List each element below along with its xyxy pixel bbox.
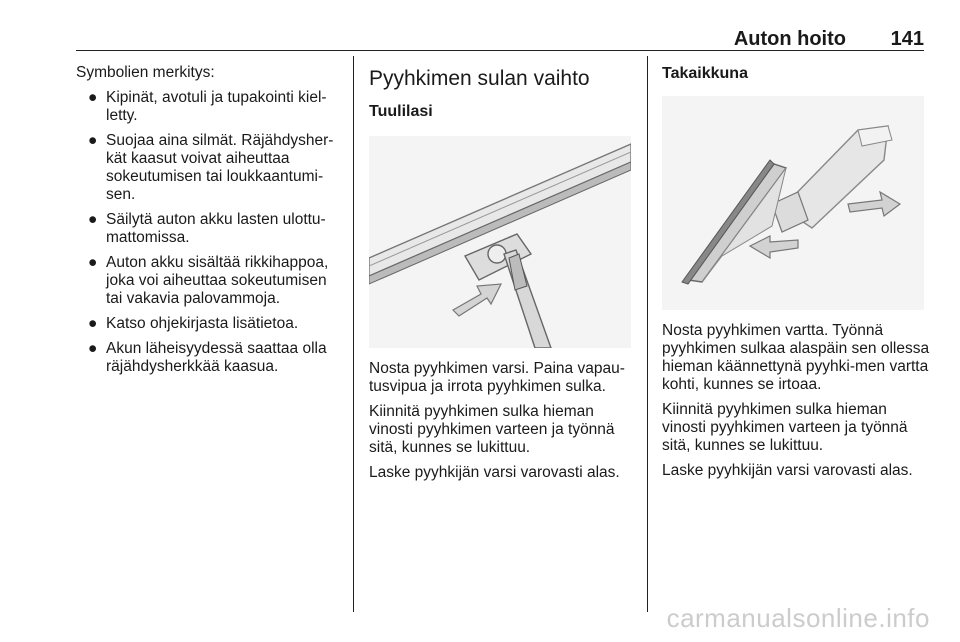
windscreen-subheading: Tuulilasi [369,103,433,120]
list-item-text: Katso ohjekirjasta lisätietoa. [106,315,299,332]
windscreen-step-2: Kiinnitä pyyhkimen sulka hieman vinosti pyyhkimen varteen ja työnnä sitä, kunnes se lukittuu. [369,403,615,456]
watermark: carmanualsonline.info [666,603,930,633]
list-item [76,89,344,125]
rear-wiper-illustration [662,96,924,310]
list-item [76,340,344,376]
bullet-icon: ● [88,315,98,332]
list-item [76,132,344,204]
list-item [76,211,344,247]
windscreen-step-3: Laske pyyhkijän varsi varovasti alas. [369,464,620,481]
bullet-icon: ● [88,89,98,106]
column-divider-1 [353,56,354,612]
windscreen-step-1: Nosta pyyhkimen varsi. Paina vapau-tusvipua ja irrota pyyhkimen sulka. [369,360,625,395]
list-item-text: Säilytä auton akku lasten ulottu-mattomissa. [106,211,326,246]
list-item [76,254,344,308]
list-item-text: Auton akku sisältää rikkihappoa, joka voi aiheuttaa sokeutumisen tai vakavia palovammoja. [106,254,329,307]
section-heading: Pyyhkimen sulan vaihto [369,67,590,90]
rear-wiper-step-3: Laske pyyhkijän varsi varovasti alas. [662,462,913,479]
column-1 [76,64,344,383]
list-item-text: Suojaa aina silmät. Räjähdysher-kät kaasut voivat aiheuttaa sokeutumisen tai loukkaantumi-sen. [106,132,334,203]
column-2 [369,64,634,489]
page-number: 141 [890,28,924,50]
bullet-icon: ● [88,132,98,149]
column-divider-2 [647,56,648,612]
bullet-icon: ● [88,211,98,228]
bullet-icon: ● [88,340,98,357]
list-item-text: Akun läheisyydessä saattaa olla räjähdysherkkää kaasua. [106,340,327,375]
page-header [76,28,924,52]
symbols-intro: Symbolien merkitys: [76,64,215,81]
rear-wiper-step-1: Nosta pyyhkimen vartta. Työnnä pyyhkimen sulkaa alaspäin sen ollessa hieman käännettynä pyyhki-men vartta kohti, kunnes se irtoaa. [662,322,930,393]
rear-window-subheading: Takaikkuna [662,65,748,82]
symbol-list [76,89,344,376]
page-title: Auton hoito [733,28,846,50]
windscreen-wiper-illustration [369,136,631,348]
rear-wiper-step-2: Kiinnitä pyyhkimen sulka hieman vinosti pyyhkimen varteen ja työnnä sitä, kunnes se lukittuu. [662,401,908,454]
list-item-text: Kipinät, avotuli ja tupakointi kiel-letty. [106,89,327,124]
header-rule [76,50,924,51]
bullet-icon: ● [88,254,98,271]
column-3 [662,64,930,487]
list-item [76,315,344,333]
